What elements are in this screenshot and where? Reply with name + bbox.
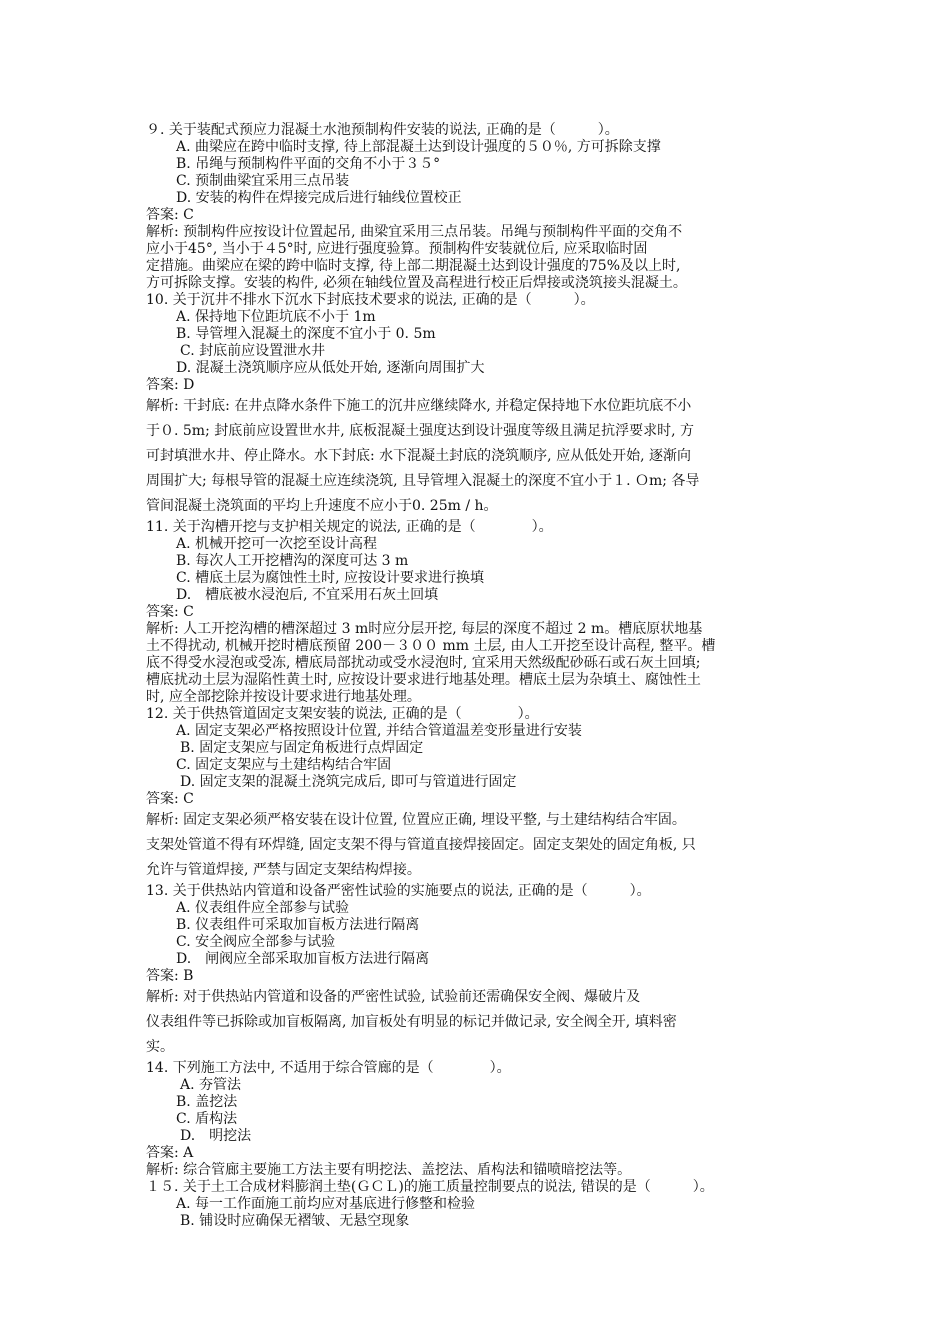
option-d: D. 槽底被水浸泡后, 不宜采用石灰土回填 bbox=[176, 587, 439, 603]
option-b: B. 固定支架应与固定角板进行点焊固定 bbox=[180, 740, 424, 756]
question-15 bbox=[146, 1179, 806, 1230]
option-d: D. 安装的构件在焊接完成后进行轴线位置校正 bbox=[176, 190, 462, 206]
question-12 bbox=[146, 706, 806, 883]
question-10 bbox=[146, 292, 806, 519]
question-stem: １５. 关于土工合成材料膨润土垫(ＧＣＬ)的施工质量控制要点的说法, 错误的是（ ）。 bbox=[146, 1179, 714, 1195]
analysis-line: 于０. 5m; 封底前应设置世水井, 底板混凝土强度达到设计强度等级且满足抗浮要求时, 方 bbox=[146, 423, 695, 439]
question-stem: 12. 关于供热管道固定支架安装的说法, 正确的是（ ）。 bbox=[146, 706, 539, 722]
question-stem: ９. 关于装配式预应力混凝土水池预制构件安装的说法, 正确的是（ ）。 bbox=[146, 122, 619, 138]
question-stem: 10. 关于沉井不排水下沉水下封底技术要求的说法, 正确的是（ ）。 bbox=[146, 292, 595, 308]
analysis-line: 土不得扰动, 机械开挖时槽底预留 200－３００ mm 土层, 由人工开挖至设计高程, 整平。槽 bbox=[146, 638, 716, 654]
option-c: C. 封底前应设置泄水井 bbox=[180, 343, 326, 359]
analysis-line: 解析: 预制构件应按设计位置起吊, 曲梁宜采用三点吊装。吊绳与预制构件平面的交角不 bbox=[146, 224, 683, 240]
option-c: C. 固定支架应与土建结构结合牢固 bbox=[176, 757, 392, 773]
option-c: C. 槽底土层为腐蚀性土时, 应按设计要求进行换填 bbox=[176, 570, 485, 586]
option-a: A. 机械开挖可一次挖至设计高程 bbox=[176, 536, 378, 552]
option-d: D. 明挖法 bbox=[180, 1128, 252, 1144]
option-d: D. 混凝土浇筑顺序应从低处开始, 逐渐向周围扩大 bbox=[176, 360, 485, 376]
answer-line: 答案: D bbox=[146, 377, 195, 393]
option-a: A. 仪表组件应全部参与试验 bbox=[176, 900, 350, 916]
option-c: C. 预制曲梁宜采用三点吊装 bbox=[176, 173, 350, 189]
option-b: B. 铺设时应确保无褶皱、无悬空现象 bbox=[180, 1213, 410, 1229]
analysis-line: 仪表组件等已拆除或加盲板隔离, 加盲板处有明显的标记并做记录, 安全阀全开, 填料密 bbox=[146, 1014, 677, 1030]
option-b: B. 吊绳与预制构件平面的交角不小于３５° bbox=[176, 156, 441, 172]
analysis-line: 管间混凝土浇筑面的平均上升速度不应小于0. 25m / h。 bbox=[146, 498, 498, 514]
analysis-line: 解析: 固定支架必须严格安装在设计位置, 位置应正确, 埋设平整, 与土建结构结合牢固。 bbox=[146, 812, 686, 828]
analysis-line: 定措施。曲梁应在梁的跨中临时支撑, 待上部二期混凝土达到设计强度的75%及以上时, bbox=[146, 258, 681, 274]
option-b: B. 仪表组件可采取加盲板方法进行隔离 bbox=[176, 917, 420, 933]
answer-line: 答案: C bbox=[146, 604, 194, 620]
option-a: A. 曲梁应在跨中临时支撑, 待上部混凝土达到设计强度的５０％, 方可拆除支撑 bbox=[176, 139, 661, 155]
analysis-line: 时, 应全部挖除并按设计要求进行地基处理。 bbox=[146, 689, 421, 705]
option-a: A. 保持地下位距坑底不小于 1m bbox=[176, 309, 376, 325]
option-b: B. 盖挖法 bbox=[176, 1094, 238, 1110]
question-9 bbox=[146, 122, 806, 292]
analysis-line: 应小于45°, 当小于４5°时, 应进行强度验算。预制构件安装就位后, 应采取临时固 bbox=[146, 241, 648, 257]
analysis-line: 实。 bbox=[146, 1039, 174, 1055]
analysis-line: 可封填泄水井、停止降水。水下封底: 水下混凝土封底的浇筑顺序, 应从低处开始, 逐渐向 bbox=[146, 448, 691, 464]
analysis-line: 解析: 对于供热站内管道和设备的严密性试验, 试验前还需确保安全阀、爆破片及 bbox=[146, 989, 641, 1005]
analysis-line: 允许与管道焊接, 严禁与固定支架结构焊接。 bbox=[146, 862, 421, 878]
question-stem: 11. 关于沟槽开挖与支护相关规定的说法, 正确的是（ ）。 bbox=[146, 519, 553, 535]
question-14 bbox=[146, 1060, 806, 1179]
answer-line: 答案: A bbox=[146, 1145, 194, 1161]
option-a: A. 固定支架必严格按照设计位置, 并结合管道温差变形量进行安装 bbox=[176, 723, 582, 739]
analysis-line: 槽底扰动土层为湿陷性黄土时, 应按设计要求进行地基处理。槽底土层为杂填土、腐蚀性土 bbox=[146, 672, 701, 688]
option-b: B. 每次人工开挖槽沟的深度可达 3 m bbox=[176, 553, 409, 569]
analysis-line: 解析: 综合管廊主要施工方法主要有明挖法、盖挖法、盾构法和锚喷暗挖法等。 bbox=[146, 1162, 632, 1178]
answer-line: 答案: B bbox=[146, 968, 194, 984]
analysis-line: 解析: 干封底: 在井点降水条件下施工的沉井应继续降水, 并稳定保持地下水位距坑底不小 bbox=[146, 398, 692, 414]
answer-line: 答案: C bbox=[146, 207, 194, 223]
option-a: A. 夯管法 bbox=[180, 1077, 242, 1093]
question-stem: 14. 下列施工方法中, 不适用于综合管廊的是（ ）。 bbox=[146, 1060, 511, 1076]
analysis-line: 周围扩大; 每根导管的混凝土应连续浇筑, 且导管埋入混凝土的深度不宜小于１. Ｏm; 各导 bbox=[146, 473, 700, 489]
option-c: C. 安全阀应全部参与试验 bbox=[176, 934, 336, 950]
option-a: A. 每一工作面施工前均应对基底进行修整和检验 bbox=[176, 1196, 476, 1212]
question-stem: 13. 关于供热站内管道和设备严密性试验的实施要点的说法, 正确的是（ ）。 bbox=[146, 883, 651, 899]
analysis-line: 底不得受水浸泡或受冻, 槽底局部扰动或受水浸泡时, 宜采用天然级配砂砾石或石灰土回填; bbox=[146, 655, 701, 671]
option-d: D. 固定支架的混凝土浇筑完成后, 即可与管道进行固定 bbox=[180, 774, 517, 790]
analysis-line: 支架处管道不得有环焊缝, 固定支架不得与管道直接焊接固定。固定支架处的固定角板, 只 bbox=[146, 837, 696, 853]
exam-content bbox=[146, 122, 806, 1230]
question-11 bbox=[146, 519, 806, 706]
option-d: D. 闸阀应全部采取加盲板方法进行隔离 bbox=[176, 951, 430, 967]
analysis-line: 方可拆除支撑。安装的构件, 必须在轴线位置及高程进行校正后焊接或浇筑接头混凝土。 bbox=[146, 275, 687, 291]
question-13 bbox=[146, 883, 806, 1060]
answer-line: 答案: C bbox=[146, 791, 194, 807]
option-b: B. 导管埋入混凝土的深度不宜小于 0. 5m bbox=[176, 326, 436, 342]
analysis-line: 解析: 人工开挖沟槽的槽深超过 3 m时应分层开挖, 每层的深度不超过 2 m。槽底原状地基 bbox=[146, 621, 703, 637]
option-c: C. 盾构法 bbox=[176, 1111, 238, 1127]
